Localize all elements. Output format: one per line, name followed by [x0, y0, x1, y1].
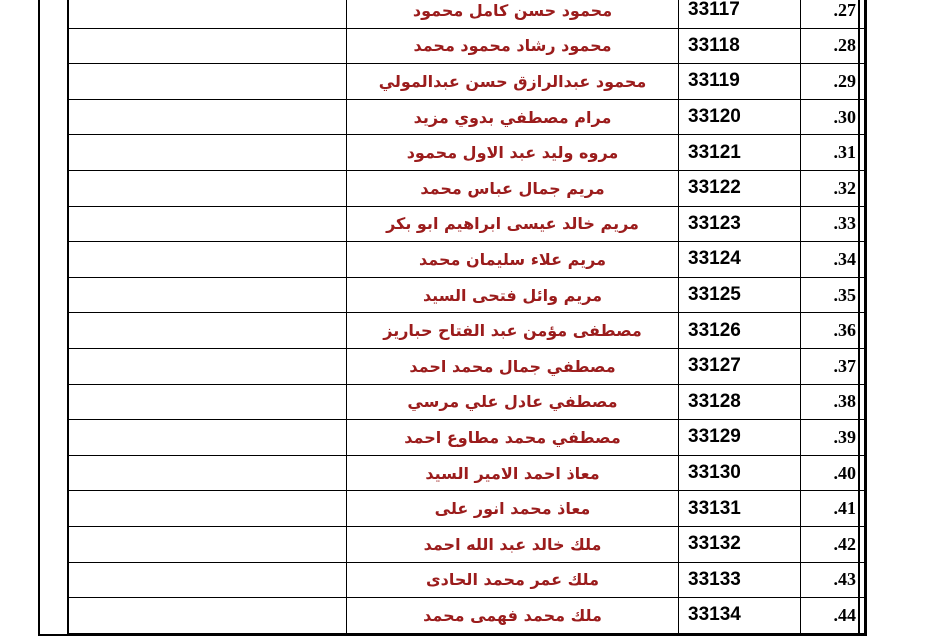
index-cell — [801, 491, 865, 527]
name-cell — [347, 491, 679, 527]
row-number: .40 — [833, 462, 856, 483]
row-number: .33 — [833, 213, 856, 234]
name-cell — [347, 562, 679, 598]
blank-cell — [68, 64, 347, 100]
blank-cell — [68, 170, 347, 206]
index-cell — [801, 598, 865, 634]
blank-cell — [68, 455, 347, 491]
blank-cell — [68, 313, 347, 349]
student-code: 33126 — [688, 319, 741, 341]
student-name: محمود حسن كامل محمود — [412, 0, 613, 20]
index-cell — [801, 64, 865, 100]
row-number: .41 — [833, 498, 856, 519]
code-cell — [679, 0, 801, 28]
table-row — [68, 206, 865, 242]
table-row — [68, 277, 865, 313]
index-cell — [801, 562, 865, 598]
blank-cell — [68, 28, 347, 64]
blank-cell — [68, 135, 347, 171]
code-cell — [679, 491, 801, 527]
student-code: 33124 — [688, 248, 741, 270]
row-number: .39 — [833, 426, 856, 447]
name-cell — [347, 99, 679, 135]
code-cell — [679, 313, 801, 349]
student-name: معاذ محمد انور على — [434, 499, 591, 519]
blank-cell — [68, 0, 347, 28]
student-code: 33120 — [688, 106, 741, 128]
row-number: .30 — [833, 106, 856, 127]
table-row — [68, 562, 865, 598]
student-code: 33125 — [688, 284, 741, 306]
table-row — [68, 99, 865, 135]
student-name: مصطفي عادل علي مرسي — [407, 392, 618, 412]
roster-body — [68, 0, 865, 633]
row-number: .28 — [833, 35, 856, 56]
code-cell — [679, 242, 801, 278]
student-code: 33128 — [688, 390, 741, 412]
code-cell — [679, 64, 801, 100]
student-code: 33134 — [688, 604, 741, 626]
student-name: محمود عبدالرازق حسن عبدالمولي — [378, 71, 647, 91]
index-cell — [801, 420, 865, 456]
index-cell — [801, 348, 865, 384]
student-name: مريم جمال عباس محمد — [420, 178, 605, 198]
student-name: ملك خالد عبد الله احمد — [423, 534, 602, 554]
index-cell — [801, 135, 865, 171]
row-number: .34 — [833, 248, 856, 269]
name-cell — [347, 384, 679, 420]
index-cell — [801, 526, 865, 562]
code-cell — [679, 420, 801, 456]
blank-cell — [68, 277, 347, 313]
student-name: مصطفي محمد مطاوع احمد — [404, 427, 621, 447]
blank-cell — [68, 526, 347, 562]
student-code: 33123 — [688, 212, 741, 234]
index-cell — [801, 206, 865, 242]
code-cell — [679, 455, 801, 491]
student-name: مصطفى مؤمن عبد الفتاح حباريز — [383, 321, 642, 341]
name-cell — [347, 0, 679, 28]
code-cell — [679, 170, 801, 206]
student-code: 33121 — [688, 141, 741, 163]
student-code: 33117 — [688, 0, 740, 21]
blank-cell — [68, 420, 347, 456]
student-code: 33119 — [688, 70, 740, 92]
student-code: 33129 — [688, 426, 741, 448]
name-cell — [347, 170, 679, 206]
code-cell — [679, 384, 801, 420]
index-cell — [801, 99, 865, 135]
name-cell — [347, 526, 679, 562]
blank-cell — [68, 242, 347, 278]
blank-cell — [68, 348, 347, 384]
blank-cell — [68, 491, 347, 527]
table-row — [68, 420, 865, 456]
index-cell — [801, 242, 865, 278]
student-name: ملك محمد فهمى محمد — [423, 605, 602, 625]
name-cell — [347, 420, 679, 456]
table-row — [68, 348, 865, 384]
row-number: .37 — [833, 355, 856, 376]
code-cell — [679, 562, 801, 598]
row-number: .38 — [833, 391, 856, 412]
code-cell — [679, 348, 801, 384]
table-row — [68, 242, 865, 278]
blank-cell — [68, 562, 347, 598]
student-name: مريم علاء سليمان محمد — [419, 249, 606, 269]
row-number: .32 — [833, 177, 856, 198]
row-number: .27 — [833, 0, 856, 20]
table-row — [68, 64, 865, 100]
table-row — [68, 28, 865, 64]
code-cell — [679, 28, 801, 64]
student-code: 33133 — [688, 568, 741, 590]
student-roster-table — [67, 0, 865, 634]
table-row — [68, 170, 865, 206]
table-row — [68, 384, 865, 420]
name-cell — [347, 64, 679, 100]
row-number: .29 — [833, 70, 856, 91]
code-cell — [679, 99, 801, 135]
blank-cell — [68, 598, 347, 634]
student-code: 33132 — [688, 533, 741, 555]
name-cell — [347, 206, 679, 242]
student-code: 33130 — [688, 462, 741, 484]
name-cell — [347, 28, 679, 64]
name-cell — [347, 598, 679, 634]
name-cell — [347, 277, 679, 313]
index-cell — [801, 313, 865, 349]
index-cell — [801, 384, 865, 420]
blank-cell — [68, 206, 347, 242]
student-code: 33122 — [688, 177, 741, 199]
table-row — [68, 526, 865, 562]
table-row — [68, 313, 865, 349]
blank-cell — [68, 384, 347, 420]
student-name: مريم وائل فتحى السيد — [422, 285, 603, 305]
row-number: .31 — [833, 142, 856, 163]
table-row — [68, 491, 865, 527]
student-name: ملك عمر محمد الحادى — [426, 570, 599, 590]
row-number: .36 — [833, 320, 856, 341]
index-cell — [801, 0, 865, 28]
student-name: مرام مصطفي بدوي مزيد — [413, 107, 612, 127]
student-name: مصطفي جمال محمد احمد — [409, 356, 616, 376]
table-row — [68, 135, 865, 171]
row-number: .42 — [833, 533, 856, 554]
student-name: محمود رشاد محمود محمد — [413, 36, 612, 56]
table-row — [68, 598, 865, 634]
student-code: 33131 — [688, 497, 741, 519]
row-number: .43 — [833, 569, 856, 590]
name-cell — [347, 135, 679, 171]
name-cell — [347, 313, 679, 349]
row-number: .35 — [833, 284, 856, 305]
row-number: .44 — [833, 604, 856, 625]
code-cell — [679, 135, 801, 171]
table-row — [68, 0, 865, 28]
index-cell — [801, 277, 865, 313]
table-row — [68, 455, 865, 491]
student-code: 33127 — [688, 355, 741, 377]
name-cell — [347, 242, 679, 278]
student-code: 33118 — [688, 34, 740, 56]
index-cell — [801, 455, 865, 491]
code-cell — [679, 277, 801, 313]
index-cell — [801, 170, 865, 206]
index-cell — [801, 28, 865, 64]
code-cell — [679, 526, 801, 562]
name-cell — [347, 348, 679, 384]
name-cell — [347, 455, 679, 491]
code-cell — [679, 206, 801, 242]
student-name: مريم خالد عيسى ابراهيم ابو بكر — [386, 214, 639, 234]
student-name: مروه وليد عبد الاول محمود — [406, 143, 619, 163]
student-name: معاذ احمد الامير السيد — [425, 463, 600, 483]
code-cell — [679, 598, 801, 634]
blank-cell — [68, 99, 347, 135]
